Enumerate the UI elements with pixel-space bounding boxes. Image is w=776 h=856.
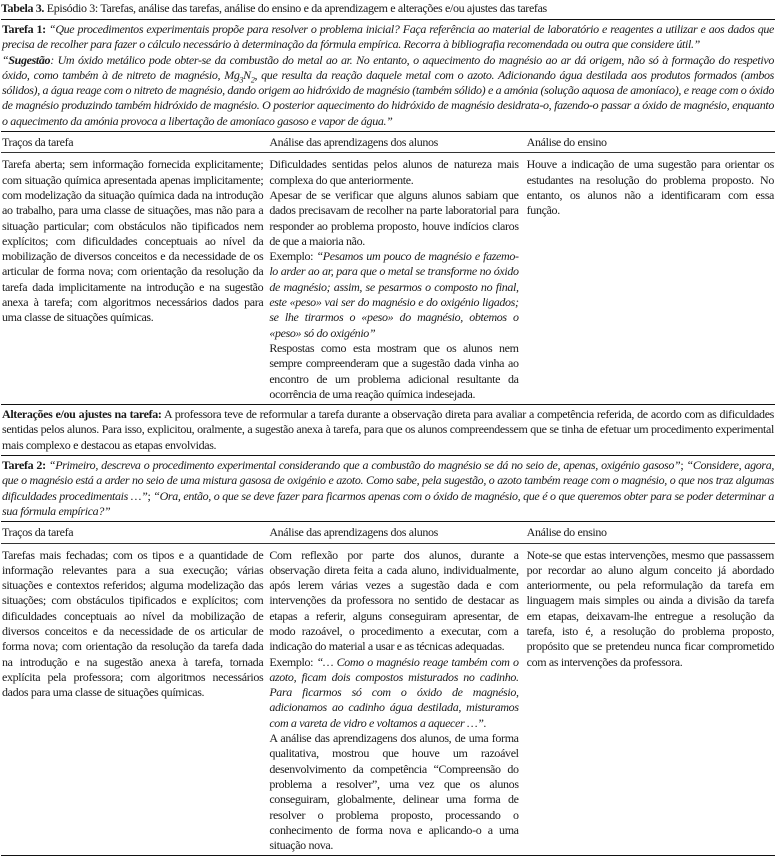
header-aprendizagens: Análise das aprendizagens dos alunos: [269, 525, 438, 540]
sugestao: “Sugestão: Um óxido metálico pode obter-se da combustão do metal ao ar. No entanto, o aquecimento do magnésio ao ar dá origem, não só à formação do respetivo óxido, como também à de nitreto de magnésio, $Mg_3N_2$, que resulta da reação daquele metal com o azoto. Adicionando água destilada aos produtos formados (ambos sólidos), a água reage com o nitreto de magnésio, dando origem ao hidróxido de magnésio (também sólido) e a amónia (solução aquosa de amoníaco), e reage com o óxido de magnésio produzindo também hidróxido de magnésio. O posterior aquecimento do hidróxido de magnésio desidrata-o, fazendo-o passar a óxido de magnésio, enquanto o aquecimento da amónia provoca a libertação de amoníaco gasoso e vapor de água.”: [2, 52, 774, 128]
header-ensino: Análise do ensino: [526, 135, 607, 150]
tracos-cell: Tarefa aberta; sem informação fornecida explicitamente; com situação química apresentada apenas implicitamente; com modelização da situação química dada na introdução ao trabalho, para uma classe de situações, mas não para a situação particular; com obstáculos não tipificados nem explícitos; com dificuldades conceptuais ao nível da mobilização de diversos conceitos e da necessidade de os articular de forma nova; com orientação da resolução da tarefa dada implicitamente na introdução e na sugestão anexa à tarefa; com algoritmos necessários dados para uma classe de situações químicas.: [2, 157, 264, 325]
aprendizagens-cell: Dificuldades sentidas pelos alunos de natureza mais complexa do que anteriormente. Apesar de se verificar que alguns alunos sabiam que dados precisavam de recolher na parte laboratorial para responder ao problema proposto, houve indícios claros de que a maioria não. Exemplo: “Pesamos um pouco de magnésio e fazemo-lo arder ao ar, para que o metal se transforme no óxido de magnésio; assim, se pesarmos o composto no final, este «peso» vai ser do magnésio e do oxigénio ligados; se lhe tirarmos o «peso» do magnésio, obtemos o «peso» só do oxigénio” Respostas como esta mostram que os alunos nem sempre compreenderam que a sugestão dada vinha ao encontro de um problema adicional resultante da ocorrência de uma reação química indesejada.: [269, 157, 519, 401]
tarefa-2-statement: Tarefa 2: “Primeiro, descreva o procedimento experimental considerando que a combustão do magnésio se dá no seio de, apenas, oxigénio gasoso”; “Considere, agora, que o magnésio está a arder no seio de uma mistura gasosa de oxigénio e azoto. Como sabe, pela sugestão, o azoto também reage com o magnésio, o que nos traz algumas dificuldades procedimentais …”; “Ora, então, o que se deve fazer para ficarmos apenas com o óxido de magnésio, que é o que queremos obter para se poder determinar a sua fórmula empírica?”: [2, 458, 774, 518]
tracos-cell: Tarefas mais fechadas; com os tipos e a quantidade de informação relevantes para a sua execução; várias situações e contextos referidos; alguma modelização das situações; com obstáculos tipificados e explícitos; com dificuldades conceptuais ao nível da mobilização de diversos conceitos e da necessidade de os articular de forma nova; com orientação da resolução da tarefa dada na introdução e na sugestão anexa à tarefa, tornada explícita pela professora; com algoritmos necessários dados para uma classe de situações químicas.: [2, 547, 264, 700]
formula-mg3n2: $Mg_3N_2$: [224, 67, 255, 85]
header-ensino: Análise do ensino: [526, 525, 607, 540]
column-headers-2: [1, 522, 775, 542]
alteracoes-block: Alterações e/ou ajustes na tarefa: A professora teve de reformular a tarefa durante a observação direta para avaliar a competência referida, de acordo com as dificuldades sentidas pelos alunos. Para isso, explicitou, oralmente, a sugestão anexa à tarefa, para que os alunos compreendessem que se tinha de efetuar um procedimento experimental mais complexo e destacou as etapas envolvidas.: [2, 407, 774, 452]
table-row-1: [1, 153, 775, 404]
ensino-cell: Note-se que estas intervenções, mesmo que passassem por recordar ao aluno algum conceito já abordado anteriormente, ou pela reformulação da tarefa em linguagem mais simples ou ainda a divisão da tarefa em etapas, deixavam-lhe entregue a resolução da tarefa, isto é, a resolução do problema proposto, propósito que se pretendeu nunca ficar comprometido com as intervenções da professora.: [526, 547, 774, 669]
ensino-cell: Houve a indicação de uma sugestão para orientar os estudantes na resolução do problema proposto. No entanto, os alunos não a identificaram com essa função.: [526, 157, 774, 218]
header-tracos: Traços da tarefa: [2, 525, 74, 540]
table-caption: Tabela 3. Episódio 3: Tarefas, análise das tarefas, análise do ensino e da aprendizagem e alterações e/ou ajustes das tarefas: [1, 1, 547, 15]
table-row-2: [1, 544, 775, 856]
column-headers-1: [1, 132, 775, 152]
header-tracos: Traços da tarefa: [2, 135, 74, 150]
tarefa-1-statement: Tarefa 1: “Que procedimentos experimentais propõe para resolver o problema inicial? Faça referência ao material de laboratório e reagentes a utilizar e aos dados que precisa de recolher para fazer o cálculo necessário à determinação da fórmula empírica. Recorra à bibliografia recomendada ou outra que considere útil.” “Sugestão: Um óxido metálico pode obter-se da combustão do metal ao ar. No entanto, o aquecimento do magnésio ao ar dá origem, não só à formação do respetivo óxido, como também à de nitreto de magnésio, $Mg_3N_2$, que resulta da reação daquele metal com o azoto. Adicionando água destilada aos produtos formados (ambos sólidos), a água reage com o nitreto de magnésio, dando origem ao hidróxido de magnésio (também sólido) e a amónia (solução aquosa de amoníaco), e reage com o óxido de magnésio produzindo também hidróxido de magnésio. O posterior aquecimento do hidróxido de magnésio desidrata-o, fazendo-o passar a óxido de magnésio, enquanto o aquecimento da amónia provoca a libertação de amoníaco gasoso e vapor de água.”: [2, 22, 774, 128]
header-aprendizagens: Análise das aprendizagens dos alunos: [269, 135, 438, 150]
aprendizagens-cell: Com reflexão por parte dos alunos, durante a observação direta feita a cada aluno, individualmente, após lerem várias vezes a sugestão dada e com intervenções da professora no sentido de destacar as etapas a referir, alguns conseguiram apresentar, de modo razoável, o procedimento a executar, com a indicação do material a usar e as técnicas adequadas. Exemplo: “… Como o magnésio reage também com o azoto, ficam dois compostos misturados no cadinho. Para ficarmos só com o óxido de magnésio, adicionamos ao cadinho água destilada, misturamos com a vareta de vidro e voltamos a aquecer …”. A análise das aprendizagens dos alunos, de uma forma qualitativa, mostrou que houve um razoável desenvolvimento da competência “Compreensão do problema a resolver”, uma vez que os alunos conseguiram, globalmente, delinear uma forma de resolver o problema proposto, processando o conhecimento de forma nova e aplicando-o a uma situação nova.: [269, 547, 519, 853]
